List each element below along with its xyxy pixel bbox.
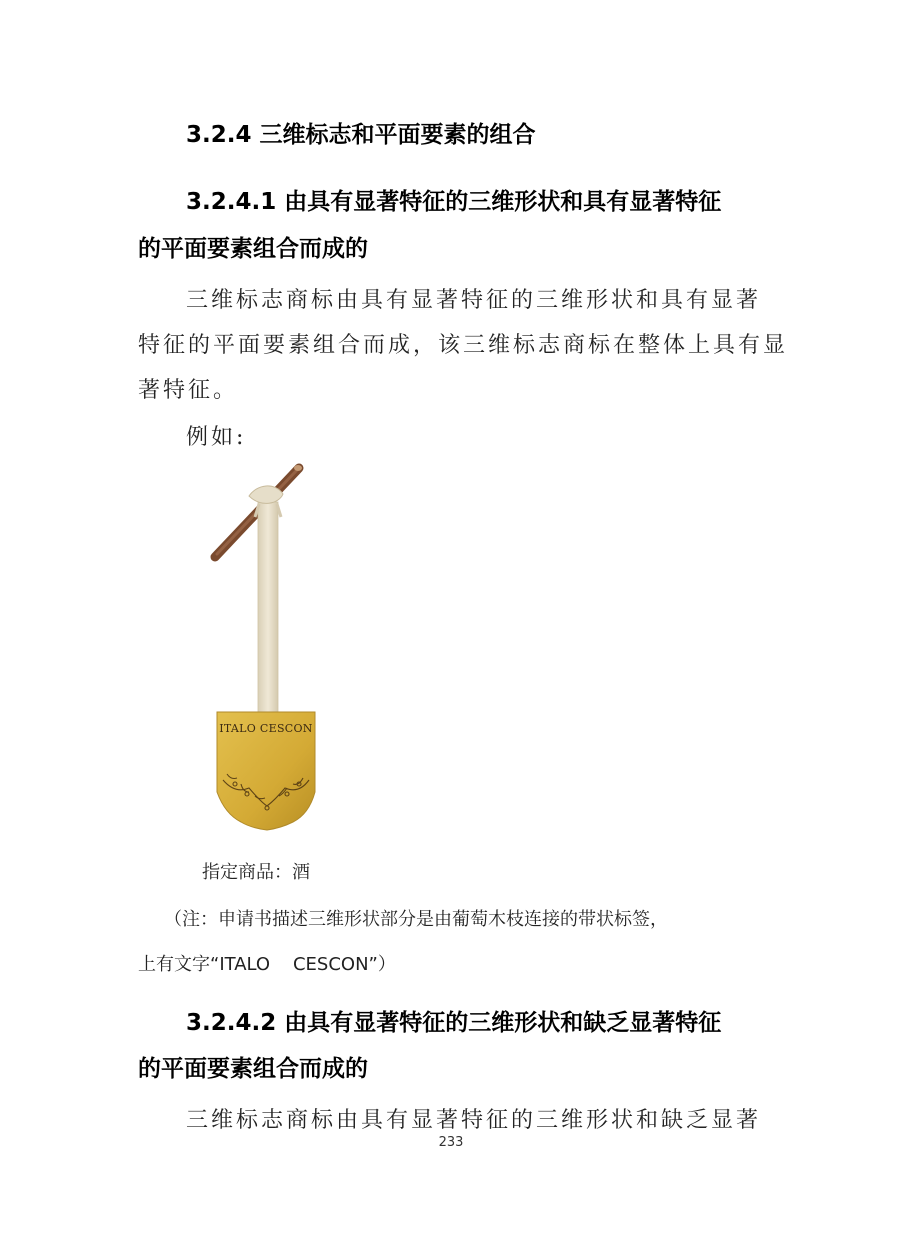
section-heading-3-2-4-1-line2: 的平面要素组合而成的 <box>138 236 368 262</box>
note-line1: （注：申请书描述三维形状部分是由葡萄木枝连接的带状标签， <box>164 909 668 930</box>
grape-branch-ribbon-label-image <box>205 462 330 842</box>
section-heading-3-2-4-2-line2: 的平面要素组合而成的 <box>138 1056 368 1082</box>
trademark-figure <box>205 462 330 842</box>
example-label: 例如: <box>186 425 247 450</box>
note-line2 <box>138 950 396 976</box>
paragraph2-line1: 三维标志商标由具有显著特征的三维形状和缺乏显著 <box>186 1108 762 1133</box>
section-heading-3-2-4-2-line1: 3.2.4.2 由具有显著特征的三维形状和缺乏显著特征 <box>186 1010 722 1036</box>
label-brand-text: ITALO CESCON <box>219 722 313 735</box>
note-line2-suffix: ） <box>377 954 396 975</box>
ribbon-knot <box>249 486 283 503</box>
paragraph1-line3: 著特征。 <box>138 378 239 403</box>
section-heading-3-2-4-1-line1: 3.2.4.1 由具有显著特征的三维形状和具有显著特征 <box>186 189 722 215</box>
ribbon <box>258 502 278 714</box>
figure-caption: 指定商品：酒 <box>202 862 310 883</box>
paragraph1-line1: 三维标志商标由具有显著特征的三维形状和具有显著 <box>186 288 762 313</box>
page-number: 233 <box>438 1135 464 1150</box>
note-line2-quote: “ITALO CESCON” <box>210 954 378 975</box>
paragraph1-line2: 特征的平面要素组合而成，该三维标志商标在整体上具有显 <box>138 333 789 358</box>
note-line2-prefix: 上有文字 <box>138 954 210 975</box>
section-heading-3-2-4: 3.2.4 三维标志和平面要素的组合 <box>186 122 536 148</box>
